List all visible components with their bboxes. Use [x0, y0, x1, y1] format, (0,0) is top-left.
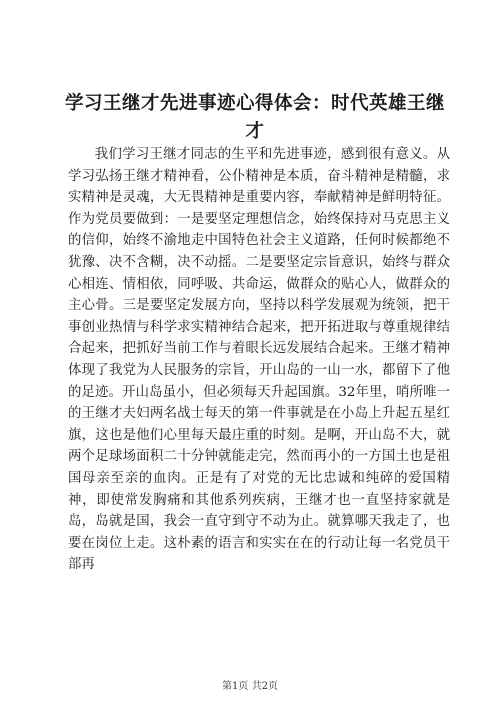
- body-paragraph: 我们学习王继才同志的生平和先进事迹，感到很有意义。从学习弘扬王继才精神看，公仆精神是本质，奋斗精神是精髓，求实精神是灵魂，大无畏精神是重要内容，奉献精神是鲜明特征。作为党员要做到：一是要坚定理想信念，始终保持对马克思主义的信仰，始终不渝地走中国特色社会主义道路，任何时候都绝不犹豫、决不含糊，决不动摇。二是要坚定宗旨意识，始终与群众心相连、情相依，同呼吸、共命运，做群众的贴心人，做群众的主心骨。三是要坚定发展方向，坚持以科学发展观为统领，把干事创业热情与科学求实精神结合起来，把开拓进取与尊重规律结合起来，把抓好当前工作与着眼长远发展结合起来。王继才精神体现了我党为人民服务的宗旨，开山岛的一山一水，都留下了他的足迹。开山岛虽小，但必须每天升起国旗。32年里，哨所唯一的王继才夫妇两名战士每天的第一件事就是在小岛上升起五星红旗，这也是他们心里每天最庄重的时刻。是啊，开山岛不大，就两个足球场面积二十分钟就能走完，然而再小的一方国土也是祖国母亲至亲的血肉。正是有了对党的无比忠诚和纯碎的爱国精神，即使常发胸痛和其他系列疾病，王继才也一直坚持家就是岛，岛就是国，我会一直守到守不动为止。就算哪天我走了，也要在岗位上走。这朴素的语言和实实在在的行动让每一名党员干部再: [68, 147, 450, 573]
- page-footer: 第1页 共2页: [222, 681, 278, 692]
- document-title: 学习王继才先进事迹心得体会：时代英雄王继才: [64, 93, 445, 142]
